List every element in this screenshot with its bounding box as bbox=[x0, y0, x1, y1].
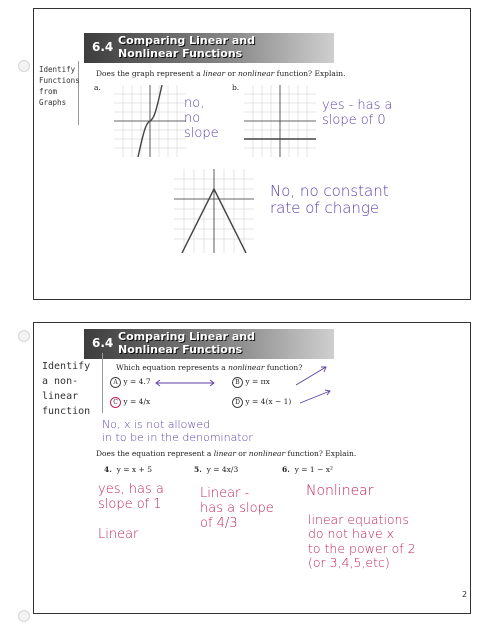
sidebar-label: Identify a non- linear function bbox=[42, 361, 91, 417]
section-title-line1: Comparing Linear and bbox=[118, 34, 255, 47]
answer-5: Linear - has a slope of 4/3 bbox=[200, 486, 274, 531]
section-title-line2: Nonlinear Functions bbox=[118, 47, 243, 60]
problem-number: 5. bbox=[194, 465, 202, 474]
section-panel-equations bbox=[33, 322, 471, 614]
answer-a: no, no slope bbox=[184, 96, 219, 141]
section-number: 6.4 bbox=[92, 40, 114, 54]
graph-b-horizontal bbox=[244, 85, 316, 157]
graph-a-cubic bbox=[114, 85, 186, 157]
answer-note: No, x is not allowed in to be in the denominator bbox=[102, 418, 253, 444]
section-banner bbox=[84, 33, 334, 63]
label-b: b. bbox=[232, 83, 240, 92]
problem-4 bbox=[104, 465, 152, 474]
sidebar-label: Identify Functions from Graphs bbox=[39, 65, 80, 107]
hole-punch bbox=[18, 60, 30, 72]
label-a: a. bbox=[94, 83, 101, 92]
section-title-line1: Comparing Linear and bbox=[118, 330, 255, 343]
choice-equation: y = πx bbox=[245, 377, 270, 386]
section-title-line2: Nonlinear Functions bbox=[118, 343, 243, 356]
page-number: 2 bbox=[462, 590, 468, 599]
choice-letter: A bbox=[110, 377, 121, 388]
arrow-marks bbox=[34, 323, 470, 433]
answer-c: No, no constant rate of change bbox=[270, 182, 389, 218]
choice-letter: C bbox=[110, 397, 121, 408]
choice-equation: y = 4/x bbox=[123, 397, 151, 406]
problem-equation: y = 1 − x² bbox=[294, 465, 333, 474]
choice-equation: y = 4(x − 1) bbox=[245, 397, 292, 406]
question2-text: Does the equation represent a linear or nonlinear function? Explain. bbox=[96, 449, 357, 458]
answer-6-explanation: linear equations do not have x to the power of 2 (or 3,4,5,etc) bbox=[308, 512, 416, 571]
problem-equation: y = x + 5 bbox=[116, 465, 152, 474]
section-number: 6.4 bbox=[92, 336, 114, 350]
problem-6 bbox=[282, 465, 333, 474]
problem-number: 4. bbox=[104, 465, 112, 474]
hole-punch bbox=[18, 610, 30, 622]
hole-punch bbox=[18, 330, 30, 342]
problem-5 bbox=[194, 465, 238, 474]
answer-b: yes - has a slope of 0 bbox=[322, 98, 393, 128]
problem-equation: y = 4x/3 bbox=[206, 465, 239, 474]
question-text: Does the graph represent a linear or nonlinear function? Explain. bbox=[96, 69, 346, 78]
choice-letter: D bbox=[232, 397, 243, 408]
answer-4: yes, has a slope of 1 Linear bbox=[98, 482, 164, 542]
answer-6-label: Nonlinear bbox=[306, 483, 374, 499]
section-panel-graphs bbox=[33, 8, 471, 300]
choice-equation: y = 4.7 bbox=[123, 377, 151, 386]
choice-letter: B bbox=[232, 377, 243, 388]
graph-c-v-shape bbox=[174, 169, 254, 253]
problem-number: 6. bbox=[282, 465, 290, 474]
question-text: Which equation represents a nonlinear function? bbox=[116, 363, 303, 372]
